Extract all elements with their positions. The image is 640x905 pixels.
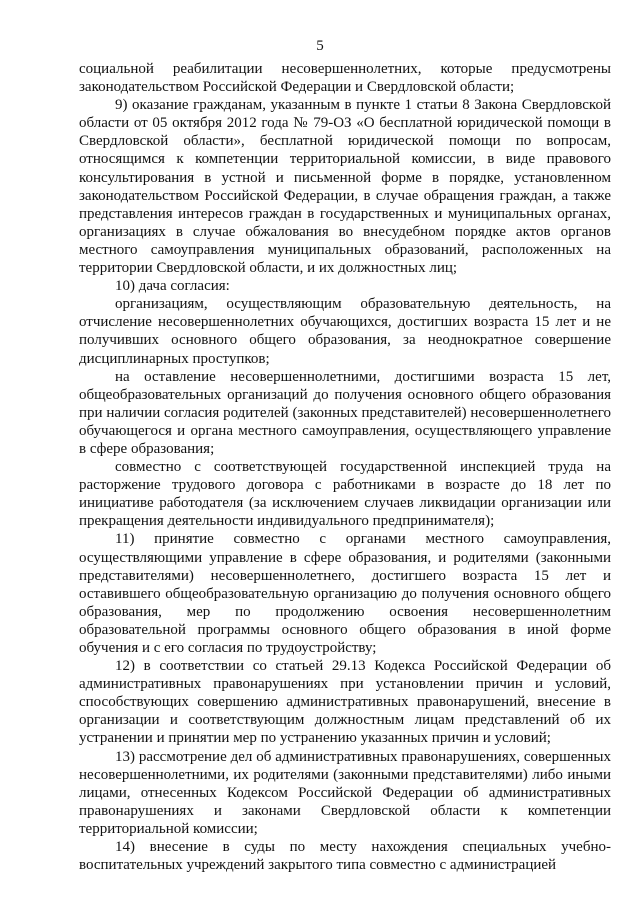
paragraph-item-10-sub-1: организациям, осуществляющим образовательную деятельность, на отчисление несовершеннолетних обучающихся, достигших возраста 15 лет и не получивших основного общего образования, за неоднократное совершение дисциплинарных проступков; [79, 296, 611, 367]
paragraph-item-10-sub-2: на оставление несовершеннолетними, достигшими возраста 15 лет, общеобразовательных организаций до получения основного общего образования при наличии согласия родителей (законных представителей) несовершеннолетнего обучающегося и органа местного самоуправления, осуществляющего управление в сфере образования; [79, 368, 611, 457]
page-number: 5 [316, 38, 324, 54]
paragraph-item-9: 9) оказание гражданам, указанным в пункте 1 статьи 8 Закона Свердловской области от 05 октября 2012 года № 79-ОЗ «О бесплатной юридической помощи в Свердловской области», бесплатной юридической помощи по вопросам, относящимся к компетенции территориальной комиссии, в виде правового консультирования в устной и письменной форме в порядке, установленном законодательством Российской Федерации, в случае обращения граждан, а также представления интересов граждан в государственных и муниципальных органах, организациях в случае обжалования во внесудебном порядке актов органов местного самоуправления муниципальных образований, расположенных на территории Свердловской области, и их должностных лиц; [79, 97, 611, 277]
paragraph-item-13: 13) рассмотрение дел об административных правонарушениях, совершенных несовершеннолетними, их родителями (законными представителями) либо иными лицами, отнесенных Кодексом Российской Федерации об административных правонарушениях и законами Свердловской области к компетенции территориальной комиссии; [79, 748, 611, 837]
paragraph-item-10-sub-3: совместно с соответствующей государственной инспекцией труда на расторжение трудового договора с работниками в возрасте до 18 лет по инициативе работодателя (за исключением случаев ликвидации организации или прекращения деятельности индивидуального предпринимателя); [79, 459, 611, 530]
paragraph-item-11: 11) принятие совместно с органами местного самоуправления, осуществляющими управление в сфере образования, и родителями (законными представителями) несовершеннолетнего, достигшего возраста 15 лет и оставившего общеобразовательную организацию до получения основного общего образования, мер по продолжению освоения несовершеннолетним образовательной программы основного общего образования в иной форме обучения и с его согласия по трудоустройству; [79, 531, 611, 656]
document-body [79, 60, 611, 874]
paragraph-item-10: 10) дача согласия: [115, 278, 230, 295]
paragraph-item-12: 12) в соответствии со статьей 29.13 Кодекса Российской Федерации об административных правонарушениях при установлении причин и условий, способствующих совершению административных правонарушений, внесение в организации и соответствующим должностным лицам представлений об их устранении и принятии мер по устранению указанных причин и условий; [79, 658, 611, 747]
paragraph-item-14: 14) внесение в суды по месту нахождения специальных учебно-воспитательных учреждений закрытого типа совместно с администрацией [79, 839, 611, 874]
paragraph-1-continuation: социальной реабилитации несовершеннолетних, которые предусмотрены законодательством Российской Федерации и Свердловской области; [79, 61, 611, 96]
